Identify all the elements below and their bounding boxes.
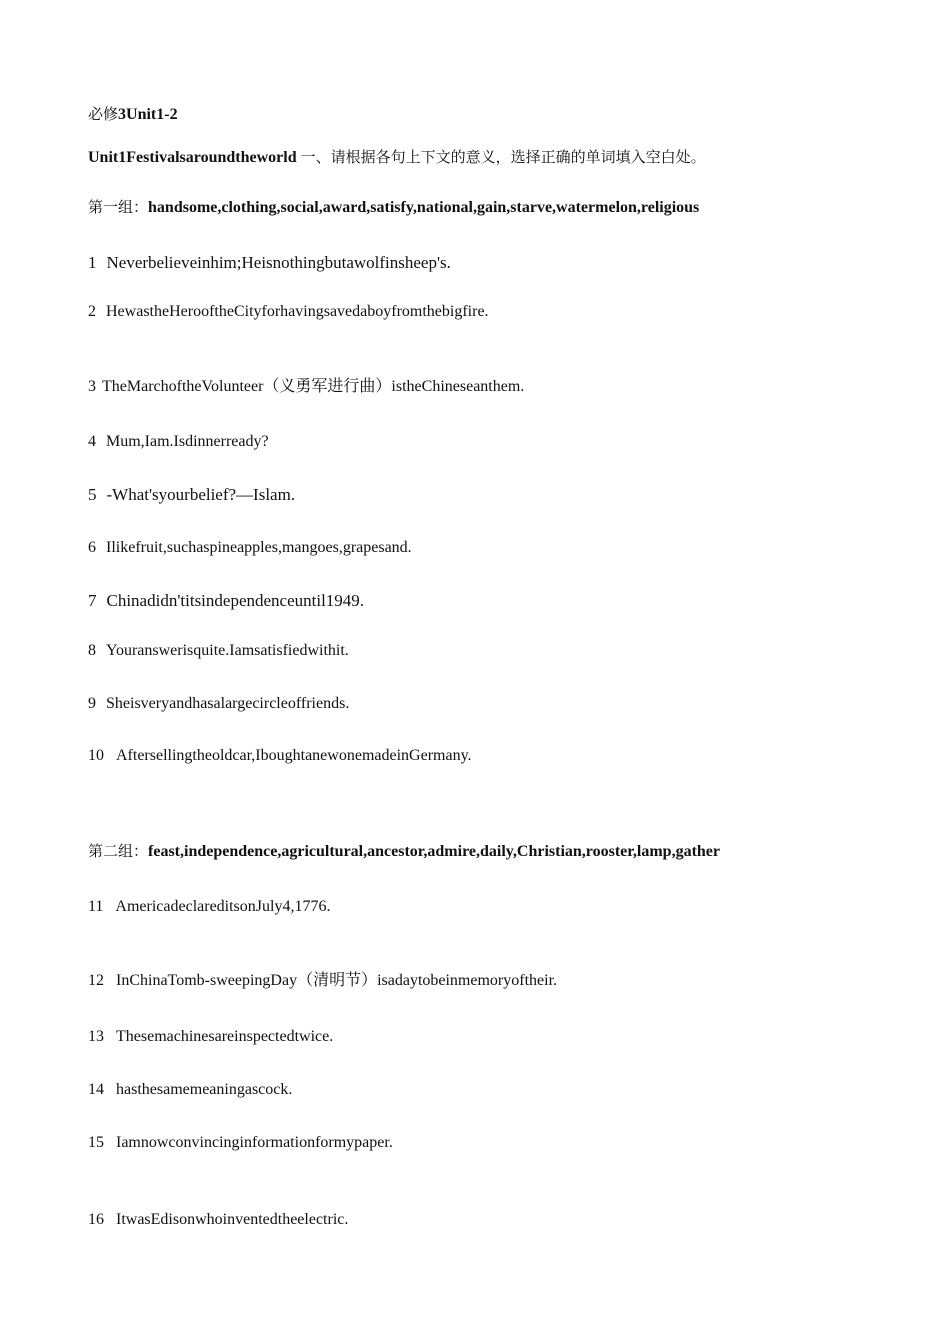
question-text: Mum,Iam.Isdinnerready? (106, 433, 269, 450)
question-number: 13 (88, 1028, 104, 1045)
question-text: Chinadidn'titsindependenceuntil1949. (106, 591, 365, 610)
question-item (88, 1027, 333, 1047)
question-text: Thesemachinesareinspectedtwice. (116, 1028, 334, 1045)
question-text: Iamnowconvincinginformationformypaper. (116, 1134, 393, 1151)
question-item (88, 971, 557, 991)
course-header-unit: 3Unit1-2 (118, 106, 178, 123)
question-number: 5 (88, 485, 97, 504)
question-text: Sheisveryandhasalargecircleoffriends. (106, 695, 350, 712)
question-item (88, 694, 349, 714)
question-number: 12 (88, 972, 104, 989)
question-number: 8 (88, 642, 96, 659)
question-text: TheMarchoftheVolunteer（义勇军进行曲）istheChineseanthem. (102, 378, 525, 395)
question-text: Neverbelieveinhim;Heisnothingbutawolfinsheep's. (106, 253, 451, 272)
course-header (88, 104, 178, 125)
question-text: hasthesamemeaningascock. (116, 1081, 293, 1098)
question-number: 6 (88, 539, 96, 556)
question-number: 1 (88, 253, 97, 272)
question-text: HewastheHerooftheCityforhavingsavedaboyfromthebigfire. (106, 303, 489, 320)
question-number: 9 (88, 695, 96, 712)
unit-title: Unit1Festivalsaroundtheworld (88, 149, 297, 166)
question-item (88, 538, 412, 558)
question-item (88, 253, 451, 273)
question-text: Ilikefruit,suchaspineapples,mangoes,grapesand. (106, 539, 412, 556)
question-item (88, 377, 524, 397)
question-number: 14 (88, 1081, 104, 1098)
course-header-cjk: 必修 (88, 105, 119, 123)
group2-label: 第二组： (88, 842, 149, 860)
exercise-intro (88, 147, 706, 168)
question-number: 2 (88, 303, 96, 320)
group1-label: 第一组： (88, 198, 149, 216)
question-number: 10 (88, 747, 104, 764)
question-item (88, 591, 364, 611)
question-item (88, 1210, 348, 1230)
question-item (88, 302, 489, 322)
question-text: -What'syourbelief?—Islam. (106, 485, 296, 504)
group2-word-bank (88, 841, 720, 862)
question-number: 7 (88, 591, 97, 610)
question-text: Youranswerisquite.Iamsatisfiedwithit. (106, 642, 349, 659)
question-number: 15 (88, 1134, 104, 1151)
question-text: ItwasEdisonwhoinventedtheelectric. (116, 1211, 349, 1228)
question-item (88, 485, 295, 505)
question-item (88, 432, 269, 452)
question-number: 16 (88, 1211, 104, 1228)
question-text: InChinaTomb-sweepingDay（清明节）isadaytobeinmemoryoftheir. (116, 972, 558, 989)
group2-words: feast,independence,agricultural,ancestor,admire,daily,Christian,rooster,lamp,gather (148, 843, 720, 860)
question-item (88, 641, 349, 661)
question-item (88, 1133, 393, 1153)
question-number: 11 (88, 898, 104, 915)
group1-words: handsome,clothing,social,award,satisfy,national,gain,starve,watermelon,religious (148, 199, 700, 216)
question-text: Aftersellingtheoldcar,IboughtanewonemadeinGermany. (116, 747, 472, 764)
exercise-instruction: 一、请根据各句上下文的意义，选择正确的单词填入空白处。 (300, 148, 706, 166)
question-number: 4 (88, 433, 96, 450)
question-text: AmericadeclareditsonJuly4,1776. (115, 898, 331, 915)
question-number: 3 (88, 378, 96, 395)
group1-word-bank (88, 197, 699, 218)
question-item (88, 746, 472, 766)
question-item (88, 897, 330, 917)
question-item (88, 1080, 292, 1100)
